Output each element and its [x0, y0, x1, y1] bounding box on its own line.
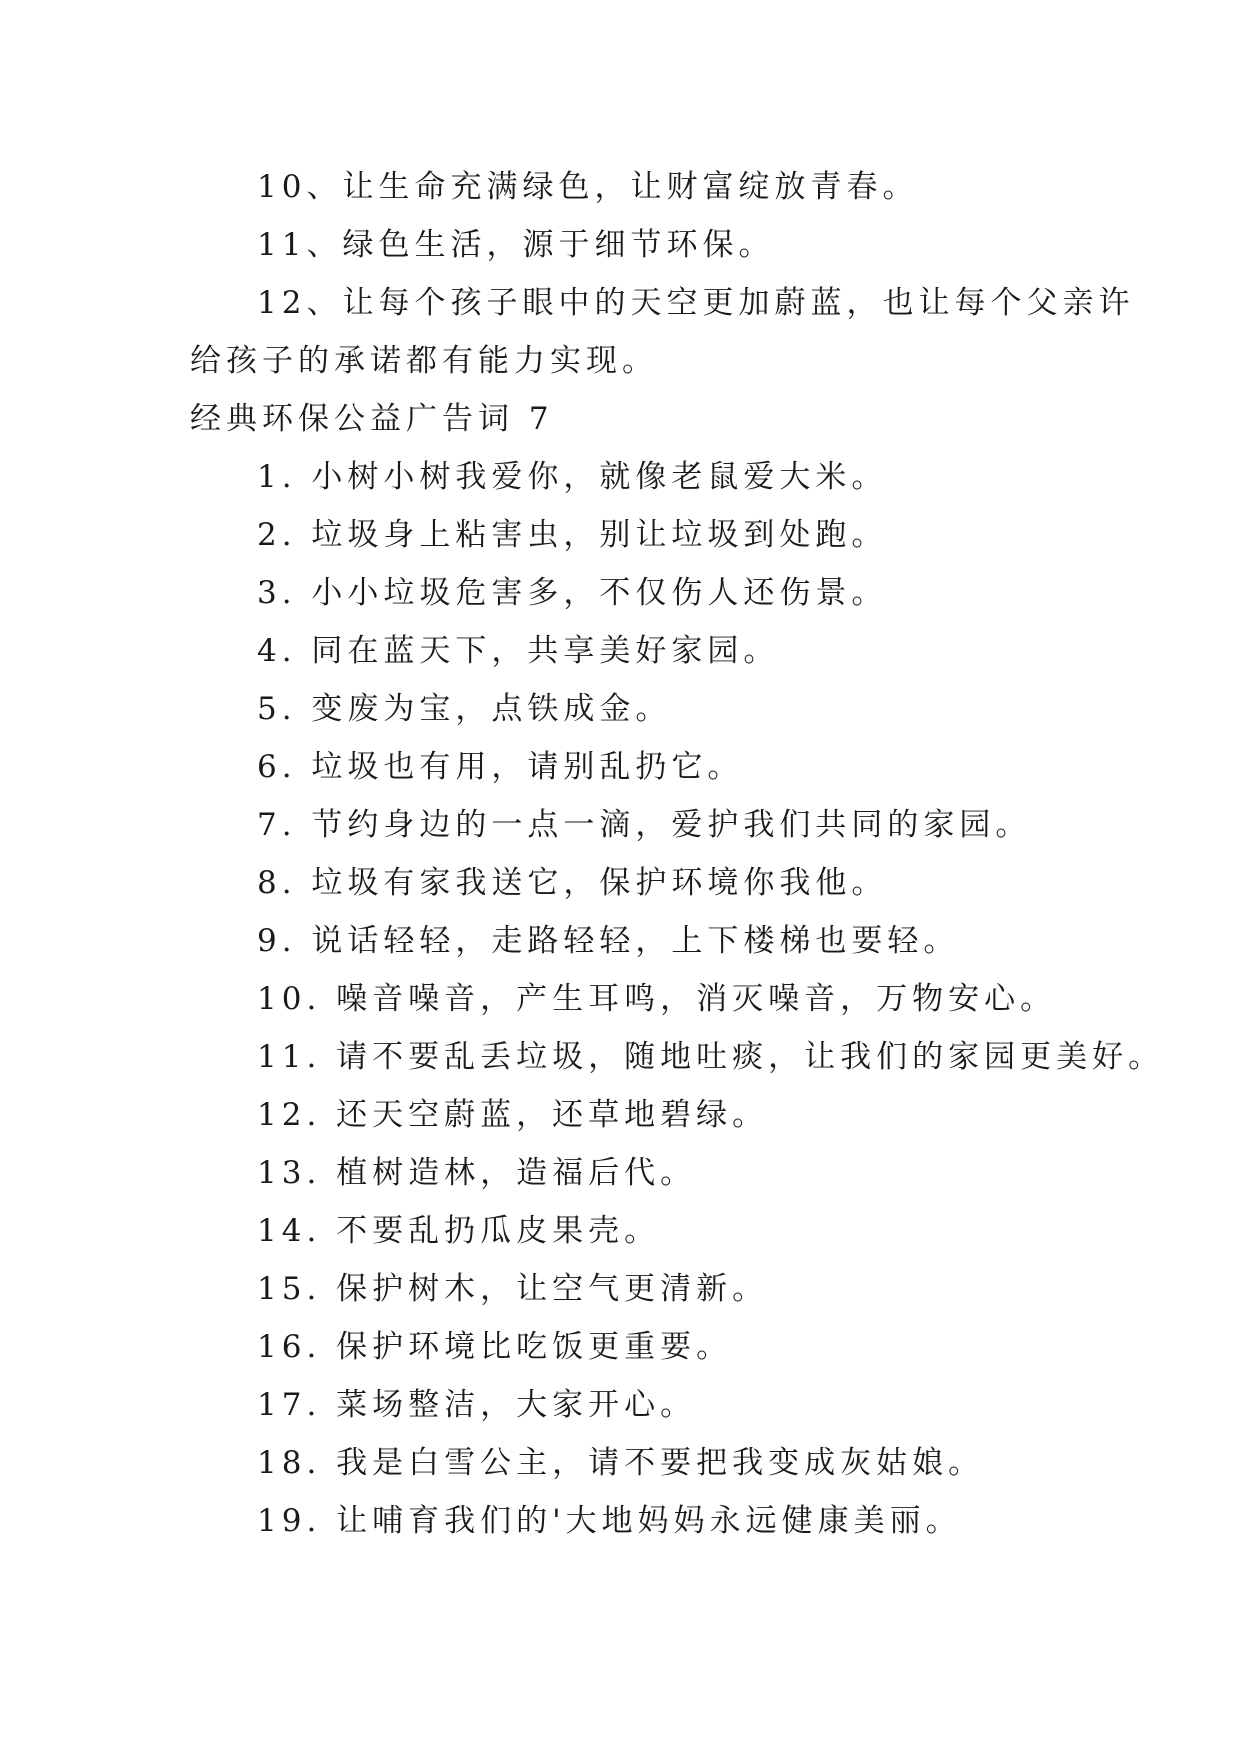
paragraph-line: 10、让生命充满绿色，让财富绽放青春。 — [257, 169, 919, 205]
paragraph-line: 给孩子的承诺都有能力实现。 — [190, 343, 658, 379]
list-item: 12. 还天空蔚蓝，还草地碧绿。 — [257, 1097, 769, 1133]
list-item: 13. 植树造林，造福后代。 — [257, 1155, 697, 1191]
list-item: 5. 变废为宝，点铁成金。 — [257, 691, 672, 727]
paragraph-line: 11、绿色生活，源于细节环保。 — [257, 227, 775, 263]
list-item: 15. 保护树木，让空气更清新。 — [257, 1271, 769, 1307]
list-item: 2. 垃圾身上粘害虫，别让垃圾到处跑。 — [257, 517, 888, 553]
list-item: 4. 同在蓝天下，共享美好家园。 — [257, 633, 780, 669]
list-item: 1. 小树小树我爱你，就像老鼠爱大米。 — [257, 459, 888, 495]
list-item: 7. 节约身边的一点一滴，爱护我们共同的家园。 — [257, 807, 1032, 843]
list-item: 19. 让哺育我们的'大地妈妈永远健康美丽。 — [257, 1503, 962, 1539]
list-item: 9. 说话轻轻，走路轻轻，上下楼梯也要轻。 — [257, 923, 960, 959]
list-item: 8. 垃圾有家我送它，保护环境你我他。 — [257, 865, 888, 901]
section-heading: 经典环保公益广告词 7 — [190, 401, 554, 437]
list-item: 18. 我是白雪公主，请不要把我变成灰姑娘。 — [257, 1445, 985, 1481]
list-item: 17. 菜场整洁，大家开心。 — [257, 1387, 697, 1423]
list-item: 6. 垃圾也有用，请别乱扔它。 — [257, 749, 744, 785]
list-item: 11. 请不要乱丢垃圾，随地吐痰，让我们的家园更美好。 — [257, 1039, 1165, 1075]
list-item: 14. 不要乱扔瓜皮果壳。 — [257, 1213, 661, 1249]
list-item: 3. 小小垃圾危害多，不仅伤人还伤景。 — [257, 575, 888, 611]
list-item: 10. 噪音噪音，产生耳鸣，消灭噪音，万物安心。 — [257, 981, 1057, 1017]
paragraph-line: 12、让每个孩子眼中的天空更加蔚蓝，也让每个父亲许 — [257, 285, 1135, 321]
list-item: 16. 保护环境比吃饭更重要。 — [257, 1329, 733, 1365]
